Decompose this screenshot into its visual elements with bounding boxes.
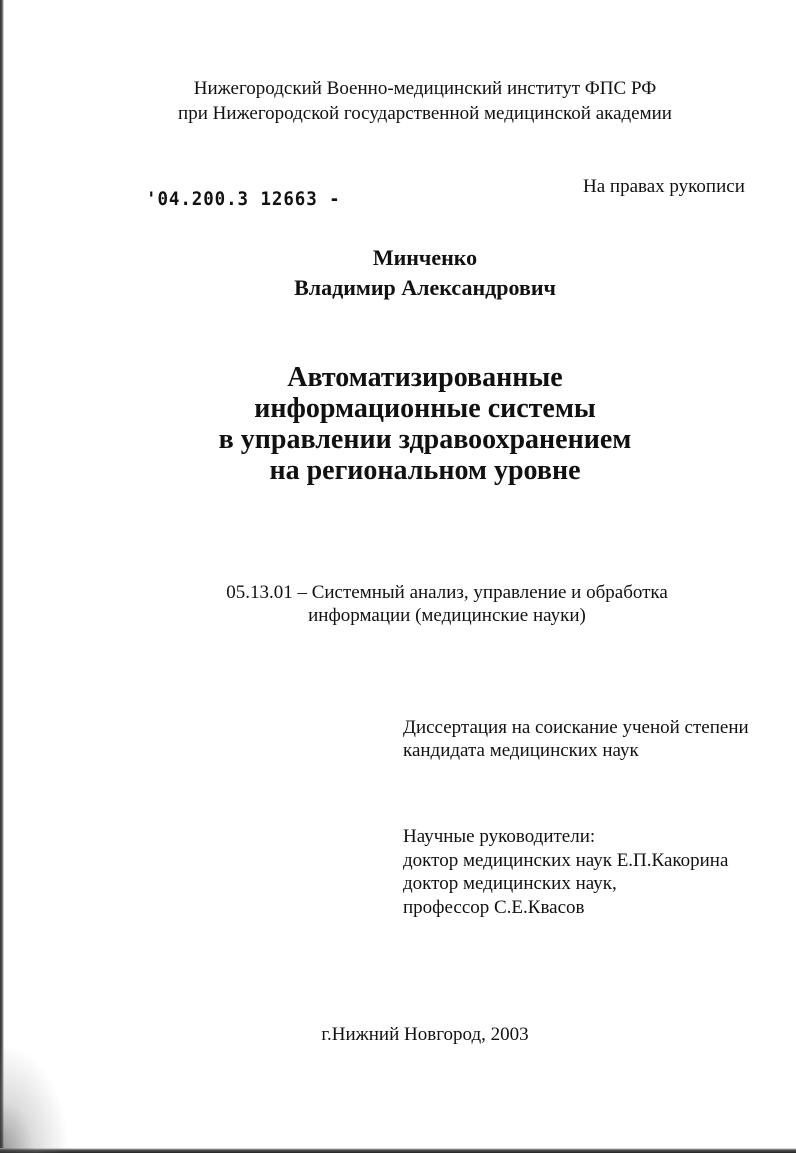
degree-line-1: Диссертация на соискание ученой степени (403, 717, 749, 738)
specialty-line-1: 05.13.01 – Системный анализ, управление и обработка (226, 582, 668, 603)
degree-statement (403, 716, 749, 762)
author-block (0, 243, 796, 303)
scan-corner-smudge (0, 1043, 70, 1153)
scan-left-edge (0, 0, 4, 1153)
advisor-2-name: профессор С.Е.Квасов (403, 896, 585, 918)
institute-header (0, 76, 796, 126)
title-line-1: Автоматизированные (287, 362, 563, 393)
registration-stamp: '04.200.3 12663 - (146, 188, 341, 210)
advisors-heading: Научные руководители: (403, 826, 596, 847)
title-line-3: в управлении здравоохранением (218, 424, 632, 455)
place-year: г.Нижний Новгород, 2003 (321, 1024, 529, 1045)
dissertation-title (0, 362, 796, 486)
author-surname: Минченко (372, 245, 478, 270)
specialty-code (0, 581, 796, 627)
advisors-block (403, 825, 728, 919)
author-name: Владимир Александрович (294, 275, 556, 300)
advisor-2-title: доктор медицинских наук, (403, 873, 617, 894)
specialty-line-2: информации (медицинские науки) (308, 605, 586, 626)
title-line-2: информационные системы (254, 393, 596, 424)
title-line-4: на региональном уровне (269, 455, 581, 486)
degree-line-2: кандидата медицинских наук (403, 740, 639, 761)
advisor-1: доктор медицинских наук Е.П.Какорина (403, 849, 729, 871)
scan-bottom-edge (0, 1148, 796, 1153)
institute-line-1: Нижегородский Военно-медицинский институт ФПС РФ (193, 78, 657, 99)
institute-line-2: при Нижегородской государственной медицинской академии (178, 103, 672, 124)
rights-note: На правах рукописи (583, 176, 745, 197)
